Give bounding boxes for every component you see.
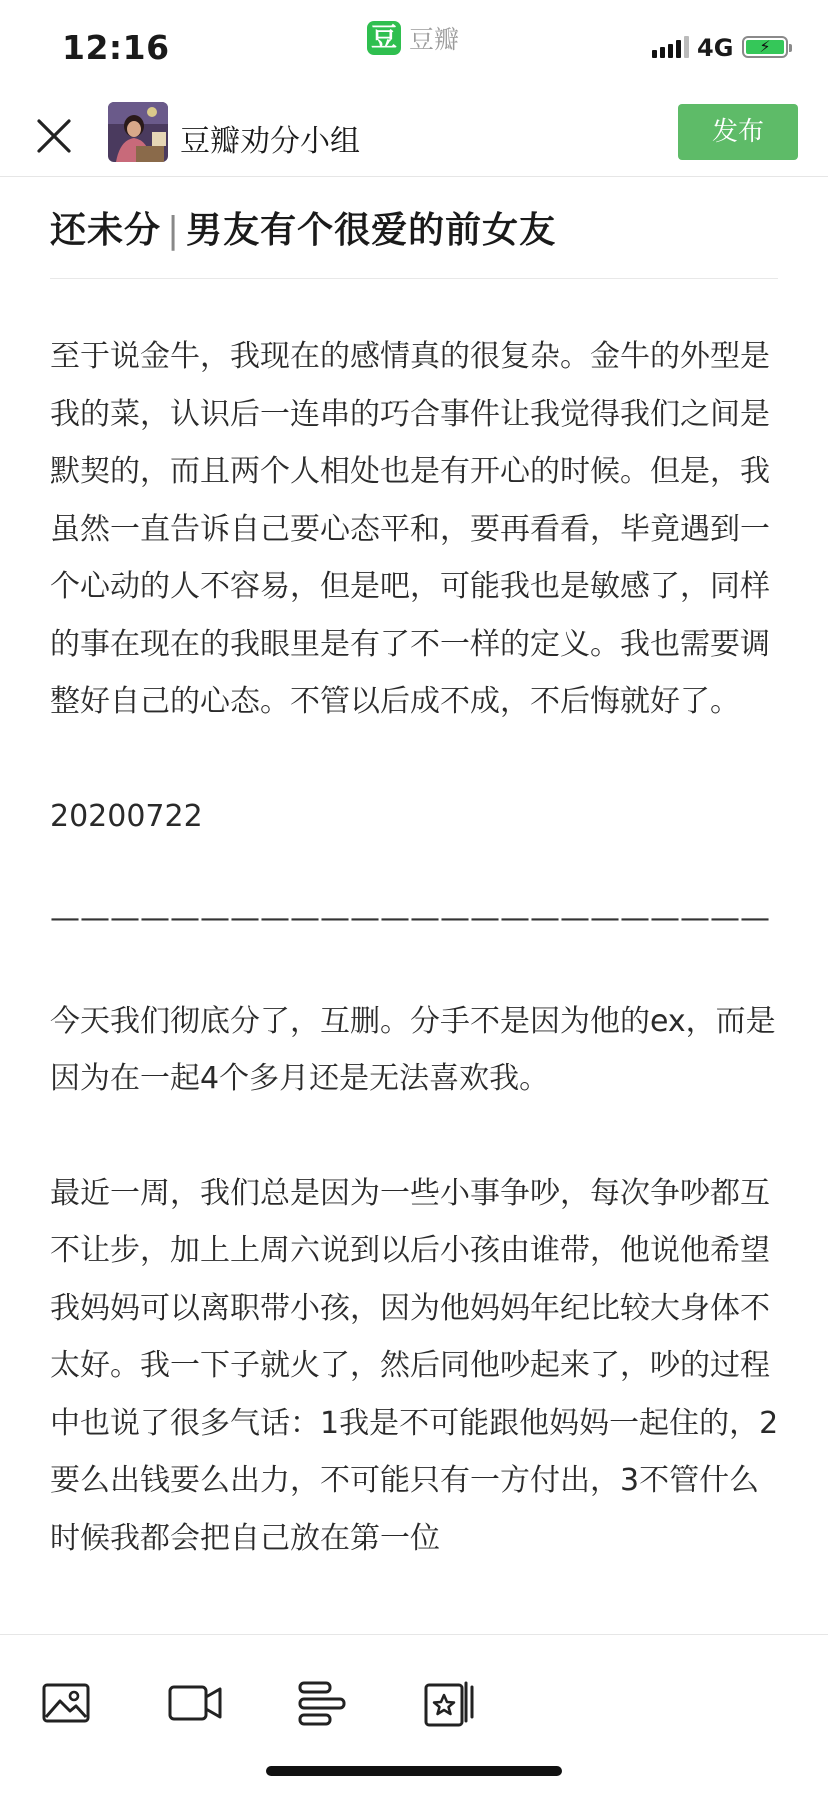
signal-icon: [652, 36, 689, 58]
separator-line: ————————————————————————: [50, 901, 770, 936]
close-button[interactable]: [28, 110, 80, 162]
insert-video-button[interactable]: [166, 1675, 226, 1731]
body-paragraph: 至于说金牛，我现在的感情真的很复杂。金牛的外型是我的菜，认识后一连串的巧合事件让我觉得我们之间是默契的，而且两个人相处也是有开心的时候。但是，我虽然一直告诉自己要心态平和，要再看看，毕竟遇到一个心动的人不容易，但是吧，可能我也是敏感了，同样的事在现在的我眼里是有了不一样的定义。我也需要调整好自己的心态。不管以后成不成，不后悔就好了。: [50, 339, 770, 719]
douban-logo-icon: 豆: [367, 21, 401, 55]
post-title: [50, 202, 556, 253]
status-app-indicator: [367, 20, 459, 56]
image-icon: [38, 1675, 98, 1731]
post-title-text: 男友有个很爱的前女友: [186, 210, 557, 251]
home-indicator: [266, 1766, 562, 1776]
sticker-album-icon: [422, 1675, 482, 1731]
publish-button[interactable]: 发布: [678, 104, 798, 160]
body-paragraph: 最近一周，我们总是因为一些小事争吵，每次争吵都互不让步，加上上周六说到以后小孩由谁带，他说他希望我妈妈可以离职带小孩，因为他妈妈年纪比较大身体不太好。我一下子就火了，然后同他吵起来了，吵的过程中也说了很多气话：1我是不可能跟他妈妈一起住的，2要么出钱要么出力，不可能只有一方付出，3不管什么时候我都会把自己放在第一位: [50, 1175, 779, 1556]
group-avatar-image: [108, 102, 168, 162]
battery-icon: ⚡: [742, 36, 788, 58]
network-type: 4G: [697, 34, 734, 62]
status-time: 12:16: [62, 28, 170, 67]
video-icon: [166, 1675, 226, 1731]
date-line: 20200722: [50, 798, 203, 834]
post-title-tag: 还未分: [50, 210, 162, 251]
body-paragraph: 今天我们彻底分了，互删。分手不是因为他的ex，而是因为在一起4个多月还是无法喜欢我。: [50, 1003, 776, 1096]
close-icon: [28, 110, 80, 162]
status-app-name: 豆瓣: [409, 25, 460, 54]
group-avatar[interactable]: [108, 102, 168, 162]
text-format-icon: [294, 1675, 354, 1731]
group-name[interactable]: 豆瓣劝分小组: [180, 124, 360, 159]
nav-bar: [0, 96, 828, 177]
title-divider: [50, 278, 778, 279]
post-body: [50, 328, 784, 1567]
insert-image-button[interactable]: [38, 1675, 98, 1731]
sticker-button[interactable]: [422, 1675, 482, 1731]
status-bar: [0, 0, 828, 96]
post-title-separator: |: [167, 210, 181, 251]
text-format-button[interactable]: [294, 1675, 354, 1731]
